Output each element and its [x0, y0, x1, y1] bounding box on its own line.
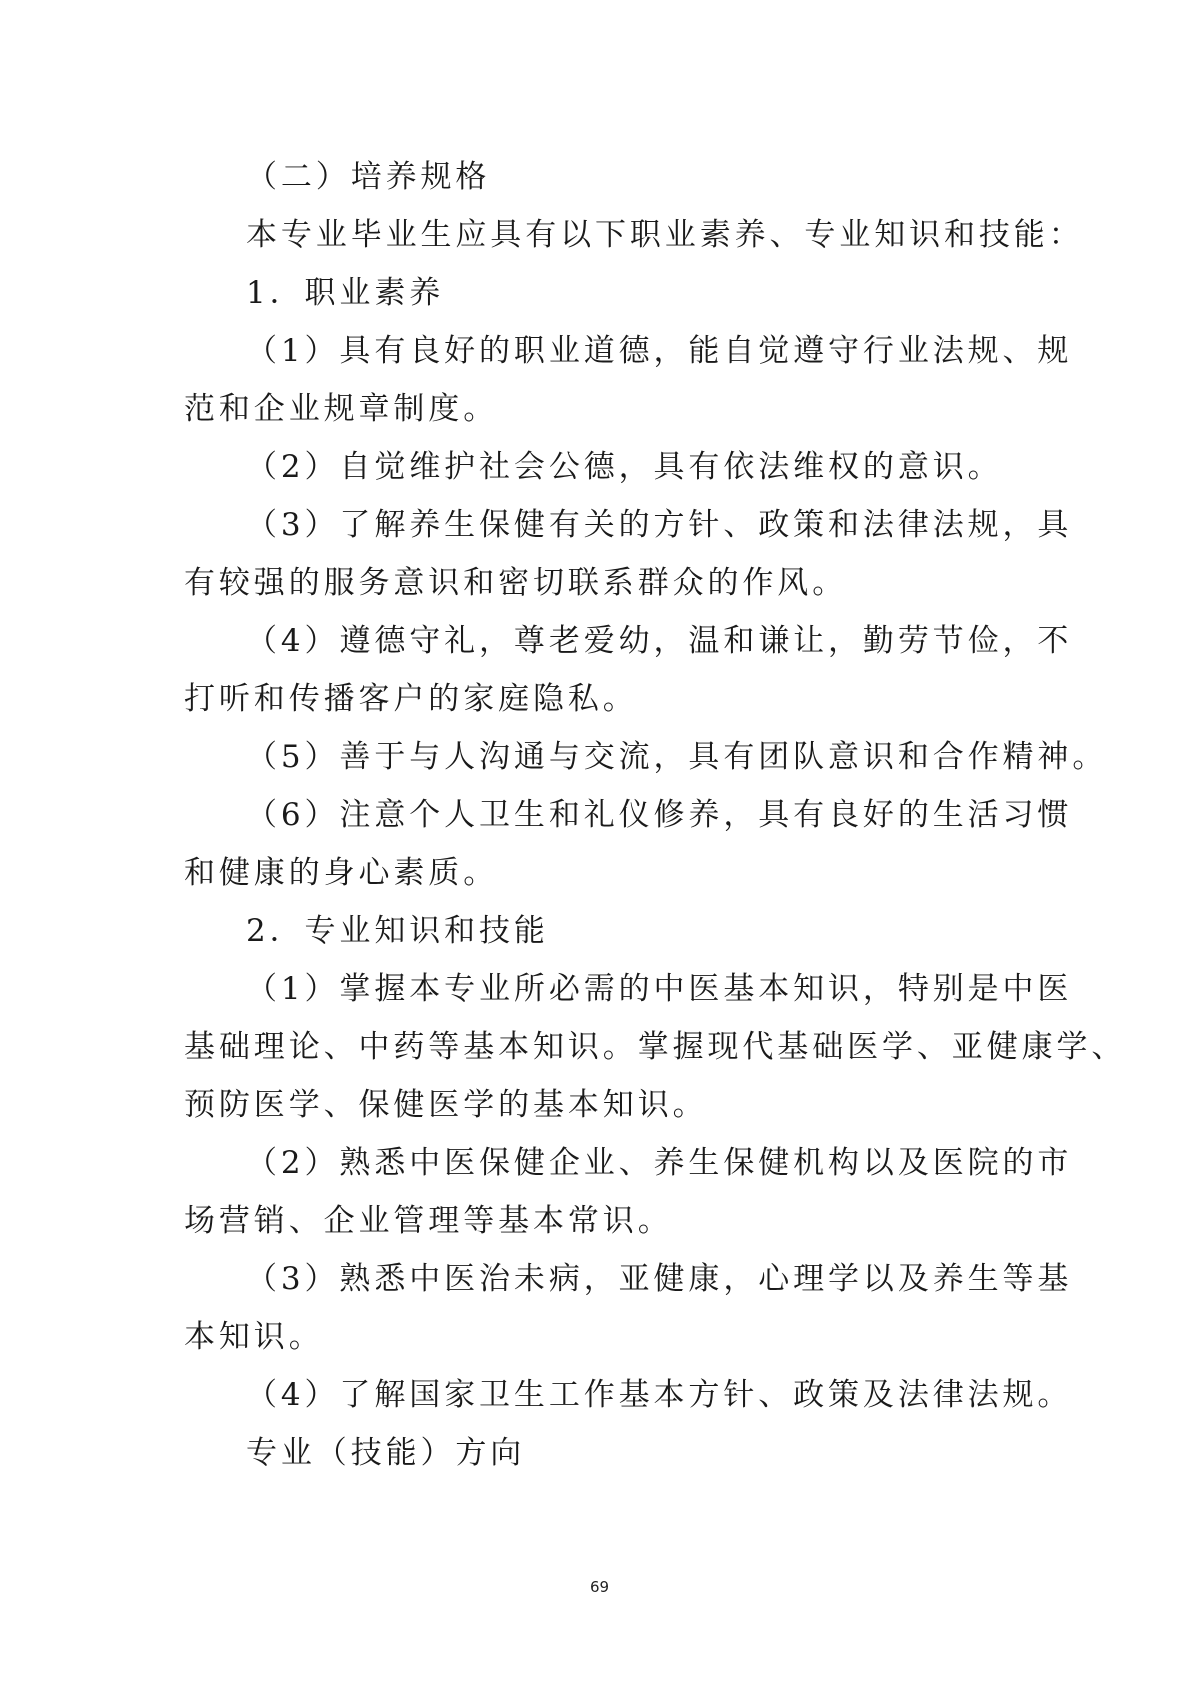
text-line: （6）注意个人卫生和礼仪修养，具有良好的生活习惯	[246, 797, 1073, 833]
text-line: 基础理论、中药等基本知识。掌握现代基础医学、亚健康学、	[184, 1029, 1127, 1065]
text-line: 本知识。	[184, 1319, 324, 1355]
text-line: （4）了解国家卫生工作基本方针、政策及法律法规。	[246, 1377, 1073, 1413]
text-line: 2．专业知识和技能	[246, 913, 549, 949]
text-line: （4）遵德守礼，尊老爱幼，温和谦让，勤劳节俭，不	[246, 623, 1073, 659]
text-line: 1．职业素养	[246, 275, 445, 311]
text-line: 和健康的身心素质。	[184, 855, 499, 891]
text-line: （5）善于与人沟通与交流，具有团队意识和合作精神。	[246, 739, 1108, 775]
document-body	[184, 148, 1127, 1482]
text-line: （1）具有良好的职业道德，能自觉遵守行业法规、规	[246, 333, 1073, 369]
text-line: （3）了解养生保健有关的方针、政策和法律法规，具	[246, 507, 1073, 543]
text-line: 有较强的服务意识和密切联系群众的作风。	[184, 565, 848, 601]
text-line: （2）自觉维护社会公德，具有依法维权的意识。	[246, 449, 1003, 485]
text-line: 打听和传播客户的家庭隐私。	[184, 681, 638, 717]
text-line: （2）熟悉中医保健企业、养生保健机构以及医院的市	[246, 1145, 1073, 1181]
text-line: （二）培养规格	[246, 159, 491, 195]
page-number: 69	[589, 1578, 610, 1596]
text-line: 预防医学、保健医学的基本知识。	[184, 1087, 708, 1123]
text-line: 场营销、企业管理等基本常识。	[184, 1203, 673, 1239]
text-line: 专业（技能）方向	[246, 1435, 526, 1471]
text-line: （3）熟悉中医治未病，亚健康，心理学以及养生等基	[246, 1261, 1073, 1297]
text-line: 范和企业规章制度。	[184, 391, 499, 427]
text-line: 本专业毕业生应具有以下职业素养、专业知识和技能：	[246, 217, 1084, 253]
text-line: （1）掌握本专业所必需的中医基本知识，特别是中医	[246, 971, 1073, 1007]
